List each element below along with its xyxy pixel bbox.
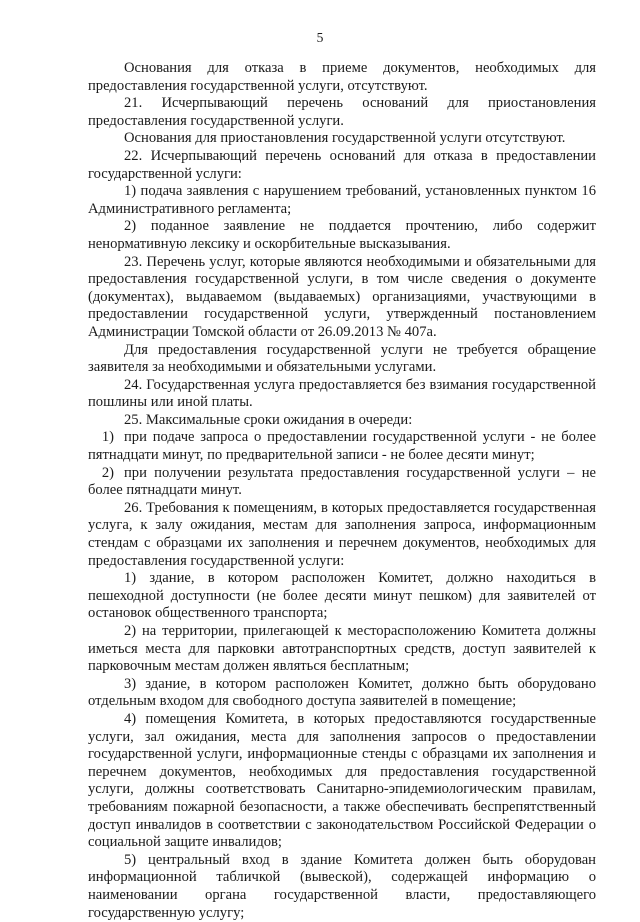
- paragraph-refusal-grounds: Основания для отказа в приеме документов, необходимых для предоставления государственной услуги, отсутствуют.: [88, 60, 596, 94]
- paragraph-21-body: Основания для приостановления государственной услуги отсутствуют.: [124, 130, 566, 147]
- wait-item-2-marker: 2): [101, 464, 114, 481]
- wait-item-1-marker: 1): [101, 429, 114, 446]
- paragraph-24: 24. Государственная услуга предоставляется без взимания государственной пошлины или иной платы.: [88, 376, 596, 411]
- paragraph-26-item-1: 1) здание, в котором расположен Комитет, должно находиться в пешеходной доступности (не более десяти минут пешком) для заявителей от остановок общественного транспорта;: [88, 570, 596, 622]
- paragraph-26-item-3: 3) здание, в котором расположен Комитет, должно быть оборудовано отдельным входом для свободного доступа заявителей в помещение;: [88, 675, 596, 710]
- paragraph-23: 23. Перечень услуг, которые являются необходимыми и обязательными для предоставления государственной услуги, в том числе сведения о документе (документах), выдаваемом (выдаваемых) организациями, участвующими в предоставлении государственной услуги, утвержденный постановлением Администрации Томской области от 26.09.2013 № 407а.: [88, 253, 596, 340]
- wait-item-2-text: при получении результата предоставления государственной услуги – не более пятнадцати минут.: [88, 464, 596, 499]
- paragraph-26-item-5: 5) центральный вход в здание Комитета должен быть оборудован информационной табличкой (вывеской), содержащей информацию о наименовании органа государственной власти, предоставляющего государственную услугу;: [88, 851, 596, 921]
- paragraph-21-heading: 21. Исчерпывающий перечень оснований для приостановления предоставления государственной услуги.: [88, 95, 596, 129]
- wait-item-1: [88, 429, 596, 464]
- paragraph-26-item-2: 2) на территории, прилегающей к месторасположению Комитета должны иметься места для парковки автотранспортных средств, доступ заявителей к парковочным местам должен являться бесплатным;: [88, 623, 596, 675]
- paragraph-26-heading: 26. Требования к помещениям, в которых предоставляется государственная услуга, к залу ожидания, местам для заполнения запроса, информационным стендам с образцами их заполнения и перечнем документов, необходимых для предоставления государственной услуги:: [88, 499, 596, 569]
- wait-item-1-text: при подаче запроса о предоставлении государственной услуги - не более пятнадцати минут, по предварительной записи - не более десяти минут;: [88, 429, 596, 464]
- paragraph-23-body: Для предоставления государственной услуги не требуется обращение заявителя за необходимыми и обязательными услугами.: [88, 341, 596, 376]
- document-body: [88, 60, 596, 922]
- paragraph-25-heading: 25. Максимальные сроки ожидания в очереди:: [124, 411, 413, 428]
- paragraph-22-item-1: 1) подача заявления с нарушением требований, установленных пунктом 16 Административного регламента;: [88, 183, 596, 217]
- paragraph-22-heading: 22. Исчерпывающий перечень оснований для отказа в предоставлении государственной услуги:: [88, 147, 596, 182]
- page-number: 5: [316, 30, 324, 45]
- paragraph-26-item-4: 4) помещения Комитета, в которых предоставляются государственные услуги, зал ожидания, места для заполнения запросов о предоставлении государственной услуги, информационные стенды с образцами их заполнения и перечнем документов, необходимых для предоставления государственной услуги, должны соответствовать Санитарно-эпидемиологическим правилам, требованиям пожарной безопасности, а также обеспечивать беспрепятственный доступ инвалидов в соответствии с законодательством Российской Федерации о социальной защите инвалидов;: [88, 710, 596, 851]
- paragraph-22-item-2: 2) поданное заявление не поддается прочтению, либо содержит ненормативную лексику и оскорбительные высказывания.: [88, 218, 596, 252]
- wait-item-2: [88, 465, 596, 500]
